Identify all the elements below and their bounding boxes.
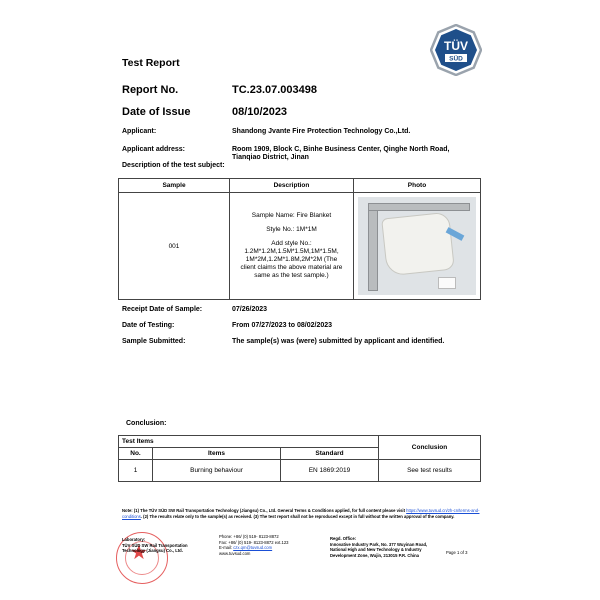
row-no: 1: [119, 460, 153, 482]
row-conclusion: See test results: [379, 460, 481, 482]
sample-table-header: [119, 179, 481, 193]
header-items: Items: [153, 448, 281, 460]
conclusion-label: Conclusion:: [126, 420, 167, 427]
conclusion-table: [118, 435, 481, 482]
office-line3: National High and New Technology & Industry: [330, 547, 422, 552]
sample-table: [118, 178, 481, 300]
report-no-label: Report No.: [122, 84, 179, 96]
desc-sample-name: Sample Name: Fire Blanket: [251, 212, 332, 219]
row-standard: EN 1869:2019: [281, 460, 379, 482]
contact-website[interactable]: www.tuvsud.com: [219, 550, 251, 556]
contact-fax: Fax: +86/ (0) 519- 8123-8872 ext.123: [219, 539, 289, 545]
contact-phone: Phone: +86/ (0) 519- 8123-8872: [219, 534, 279, 539]
lab-line2: TÜV SÜD SW Rail Transportation: [122, 542, 188, 548]
lab-line3: Technology (Jiangsu) Co., Ltd.: [122, 548, 183, 553]
sample-submitted-value: The sample(s) was (were) submitted by applicant and identified.: [232, 338, 445, 345]
applicant-address-line1: Room 1909, Block C, Binhe Business Center, Qinghe North Road,: [232, 146, 450, 153]
page-number: Page 1 of 3: [446, 550, 468, 555]
laboratory-block: [122, 537, 188, 554]
header-description: Description: [230, 179, 354, 193]
office-line1: Regd. Office:: [330, 536, 357, 541]
office-block: [330, 536, 427, 558]
conclusion-header-row: [119, 436, 481, 448]
sample-photo-cell: [354, 193, 481, 300]
terms-link[interactable]: https://www.tuvsud.cn/zh-cn/terms-and-conditions: [122, 508, 480, 519]
terms-note: [122, 508, 482, 519]
star-icon: ★: [130, 542, 148, 564]
desc-style-no: Style No.: 1M*1M: [266, 226, 317, 233]
note-part1: Note: (1) The TÜV SÜD SW Rail Transportation Technology (Jiangsu) Co., Ltd. General Terms & Conditions applied, for full content please visit: [122, 508, 405, 513]
header-photo: Photo: [354, 179, 481, 193]
date-of-testing-value: From 07/27/2023 to 08/02/2023: [232, 322, 333, 329]
office-line4: Development Zone, Wujin, 213015 P.R. China: [330, 552, 419, 558]
description-label: Description of the test subject:: [122, 162, 225, 169]
desc-add-style: Add style No.:: [271, 240, 312, 247]
logo-text-bottom: SÜD: [449, 55, 463, 63]
contact-block: [219, 534, 289, 556]
applicant-address-label: Applicant address:: [122, 146, 186, 153]
sample-photo: [358, 197, 476, 295]
desc-line6: client claims the above material are: [240, 264, 343, 271]
logo-text-top: TÜV: [444, 39, 468, 53]
receipt-date-value: 07/26/2023: [232, 306, 268, 313]
tuv-sud-logo: [430, 24, 482, 76]
header-no: No.: [119, 448, 153, 460]
office-line2: Innovative Industry Park, No. 377 Wuyinan Road,: [330, 541, 428, 547]
sample-description: [230, 193, 354, 300]
sample-id: 001: [119, 193, 230, 300]
desc-line5: 1M*2M,1.2M*1.8M,2M*2M (The: [245, 256, 338, 263]
desc-line7: same as the test sample.): [254, 272, 329, 279]
desc-line4: 1.2M*1.2M,1.5M*1.5M,1M*1.5M,: [244, 248, 339, 255]
applicant-address-line2: Tianqiao District, Jinan: [232, 154, 309, 161]
fire-blanket-image: [381, 212, 455, 277]
sample-label-chip: [438, 277, 456, 289]
report-title: Test Report: [122, 57, 180, 69]
table-row: [119, 193, 481, 300]
header-standard: Standard: [281, 448, 379, 460]
receipt-date-label: Receipt Date of Sample:: [122, 306, 203, 313]
header-sample: Sample: [119, 179, 230, 193]
lab-line1: Laboratory:: [122, 537, 146, 542]
date-of-issue-label: Date of Issue: [122, 106, 191, 118]
row-item: Burning behaviour: [153, 460, 281, 482]
ruler-vertical: [368, 203, 378, 291]
ruler-horizontal: [368, 203, 470, 211]
applicant-value: Shandong Jvante Fire Protection Technology Co.,Ltd.: [232, 128, 411, 135]
note-part2: . (2) The results relate only to the sample(s) as received. (3) The test report shall not be reproduced except in full without the written approval of the company.: [140, 513, 455, 519]
sample-submitted-label: Sample Submitted:: [122, 338, 186, 345]
report-no-value: TC.23.07.003498: [232, 84, 318, 96]
date-of-testing-label: Date of Testing:: [122, 322, 175, 329]
contact-email-label: E-mail:: [219, 545, 233, 550]
table-row: [119, 460, 481, 482]
header-test-items: Test Items: [119, 436, 379, 448]
contact-email-link[interactable]: czx.qm@tuvsud.com: [233, 545, 273, 550]
applicant-label: Applicant:: [122, 128, 157, 135]
date-of-issue-value: 08/10/2023: [232, 106, 288, 118]
header-conclusion: Conclusion: [379, 436, 481, 460]
